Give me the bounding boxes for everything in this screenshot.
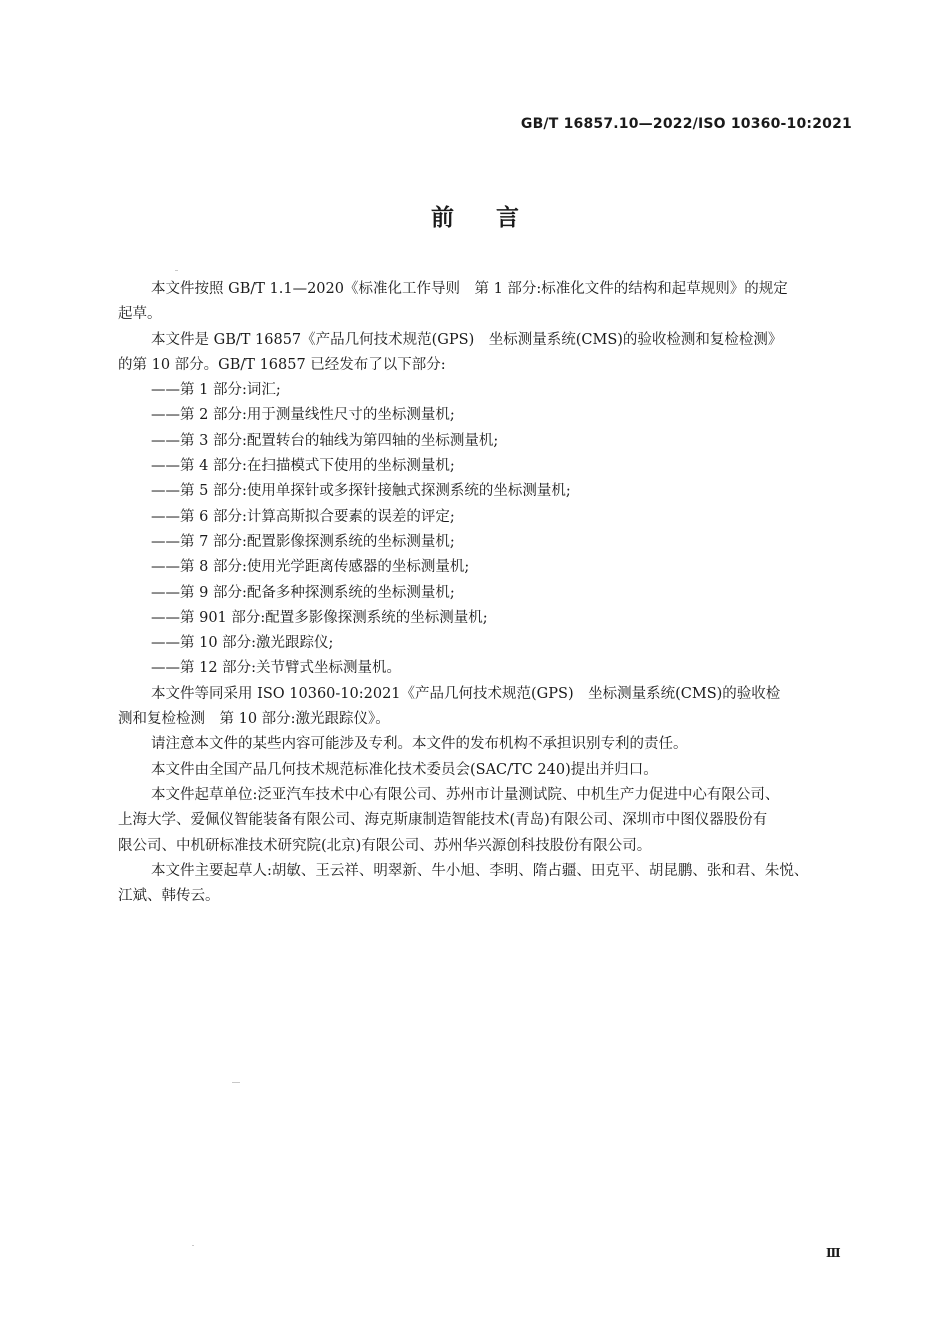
paragraph-line: 本文件按照 GB/T 1.1—2020《标准化工作导则 第 1 部分:标准化文件的结构和起草规则》的规定 bbox=[151, 281, 788, 297]
list-item: ——第 1 部分:词汇; bbox=[151, 382, 281, 399]
list-item: ——第 901 部分:配置多影像探测系统的坐标测量机; bbox=[151, 609, 488, 626]
paragraph-line: 起草。 bbox=[118, 306, 162, 323]
list-item: ——第 7 部分:配置影像探测系统的坐标测量机; bbox=[151, 533, 455, 550]
paragraph-line: 本文件等同采用 ISO 10360-10:2021《产品几何技术规范(GPS) 坐标测量系统(CMS)的验收检 bbox=[151, 685, 781, 702]
list-item: ——第 2 部分:用于测量线性尺寸的坐标测量机; bbox=[151, 407, 455, 424]
list-item: ——第 9 部分:配备多种探测系统的坐标测量机; bbox=[151, 584, 455, 601]
paragraph-line: 本文件是 GB/T 16857《产品几何技术规范(GPS) 坐标测量系统(CMS)的验收检测和复检检测》 bbox=[151, 331, 783, 348]
paragraph-line: 限公司、中机研标准技术研究院(北京)有限公司、苏州华兴源创科技股份有限公司。 bbox=[118, 837, 652, 854]
paragraph-line: 江斌、韩传云。 bbox=[118, 888, 220, 905]
paragraph-line: 测和复检检测 第 10 部分:激光跟踪仪》。 bbox=[118, 711, 390, 728]
paragraph-line: 本文件起草单位:泛亚汽车技术中心有限公司、苏州市计量测试院、中机生产力促进中心有限公司、 bbox=[151, 786, 780, 803]
list-item: ——第 3 部分:配置转台的轴线为第四轴的坐标测量机; bbox=[151, 432, 499, 449]
document-body bbox=[118, 277, 856, 909]
standard-code-header: GB/T 16857.10—2022/ISO 10360-10:2021 bbox=[520, 116, 852, 132]
list-item: ——第 6 部分:计算高斯拟合要素的误差的评定; bbox=[151, 508, 455, 525]
list-item: ——第 8 部分:使用光学距离传感器的坐标测量机; bbox=[151, 559, 470, 576]
paragraph-line: 请注意本文件的某些内容可能涉及专利。本文件的发布机构不承担识别专利的责任。 bbox=[151, 736, 688, 753]
page-number: Ⅲ bbox=[826, 1246, 841, 1260]
scan-speck bbox=[175, 270, 178, 271]
scan-speck bbox=[192, 1245, 194, 1246]
paragraph-line: 的第 10 部分。GB/T 16857 已经发布了以下部分: bbox=[118, 356, 446, 373]
scan-speck bbox=[232, 1082, 240, 1083]
paragraph-line: 上海大学、爱佩仪智能装备有限公司、海克斯康制造智能技术(青岛)有限公司、深圳市中图仪器股份有 bbox=[118, 812, 768, 829]
paragraph-line: 本文件主要起草人:胡敏、王云祥、明翠新、牛小旭、李明、隋占疆、田克平、胡昆鹏、张和君、朱悦、 bbox=[151, 862, 809, 879]
list-item: ——第 4 部分:在扫描模式下使用的坐标测量机; bbox=[151, 458, 455, 475]
list-item: ——第 12 部分:关节臂式坐标测量机。 bbox=[151, 660, 402, 677]
paragraph-line: 本文件由全国产品几何技术规范标准化技术委员会(SAC/TC 240)提出并归口。 bbox=[151, 761, 658, 778]
list-item: ——第 10 部分:激光跟踪仪; bbox=[151, 635, 334, 652]
list-item: ——第 5 部分:使用单探针或多探针接触式探测系统的坐标测量机; bbox=[151, 483, 571, 500]
page-title: 前言 bbox=[431, 205, 561, 231]
